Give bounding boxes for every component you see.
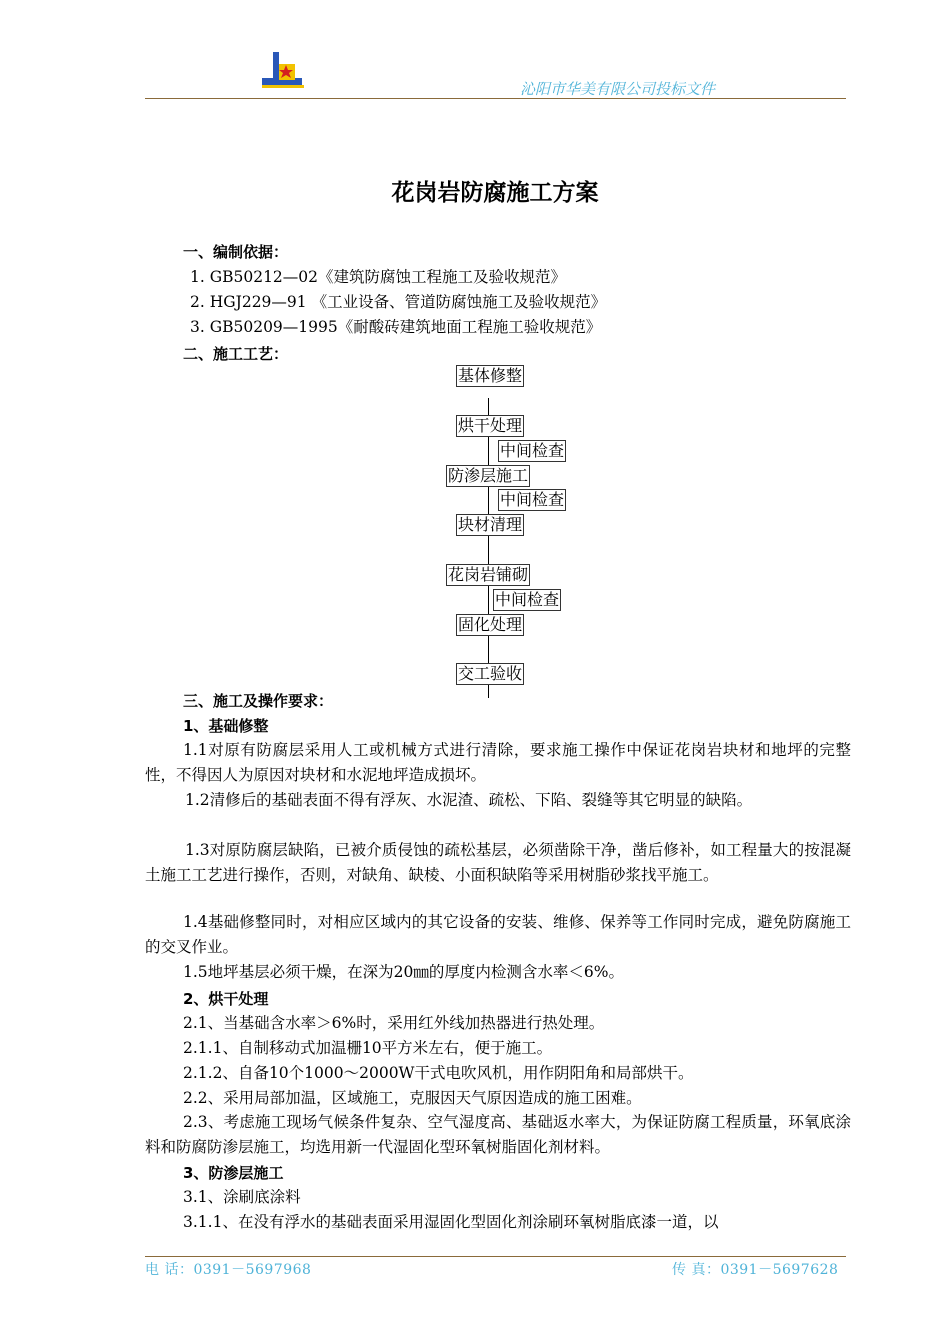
flow-step: 烘干处理 [458,416,523,435]
section3-heading: 三、施工及操作要求： [183,692,334,710]
subsection-heading: 1、基础修整 [183,717,269,735]
flow-step: 固化处理 [458,615,523,634]
flowchart-connector-line [488,398,489,698]
paragraph: 2.1.1、自制移动式加温栅10平方米左右，便于施工。 [183,1039,553,1057]
company-logo [260,48,306,90]
paragraph: 1.5地坪基层必须干燥，在深为20㎜的厚度内检测含水率＜6%。 [183,963,624,981]
section2-heading: 二、施工工艺： [183,345,289,363]
footer-phone: 电 话：0391－5697968 [145,1262,312,1278]
subsection-heading: 3、防渗层施工 [183,1164,284,1182]
flow-step: 花岗岩铺砌 [448,565,529,584]
paragraph: 1.1对原有防腐层采用人工或机械方式进行清除，要求施工操作中保证花岗岩块材和地坪的完整性，不得因人为原因对块材和水泥地坪造成损坏。 [145,741,851,784]
logo-blue-bar [273,52,279,82]
header-company-name: 沁阳市华美有限公司投标文件 [520,80,716,98]
paragraph: 2.3、考虑施工现场气候条件复杂、空气湿度高、基础返水率大，为保证防腐工程质量，环氧底涂料和防腐防渗层施工，均选用新一代湿固化型环氧树脂固化剂材料。 [145,1113,851,1156]
paragraph: 3.1、涂刷底涂料 [183,1188,301,1206]
paragraph: 1.3对原防腐层缺陷，已被介质侵蚀的疏松基层，必须凿除干净，凿后修补，如工程量大的按混凝土施工工艺进行操作，否则，对缺角、缺棱、小面积缺陷等采用树脂砂浆找平施工。 [145,841,851,884]
paragraph: 2.2、采用局部加温，区域施工，克服因天气原因造成的施工困难。 [183,1089,642,1107]
flow-step: 基体修整 [458,366,523,385]
document-title: 花岗岩防腐施工方案 [391,180,599,206]
section1-item: 1. GB50212—02《建筑防腐蚀工程施工及验收规范》 [190,268,567,286]
flow-step: 块材清理 [458,515,523,534]
flow-step: 交工验收 [458,664,523,683]
paragraph: 1.2清修后的基础表面不得有浮灰、水泥渣、疏松、下陷、裂缝等其它明显的缺陷。 [185,791,753,809]
section1-item: 3. GB50209—1995《耐酸砖建筑地面工程施工验收规范》 [190,318,602,336]
paragraph: 3.1.1、在没有浮水的基础表面采用湿固化型固化剂涂刷环氧树脂底漆一道，以 [183,1213,719,1231]
paragraph: 2.1、当基础含水率＞6%时，采用红外线加热器进行热处理。 [183,1014,605,1032]
footer-divider [145,1256,846,1257]
subsection-heading: 2、烘干处理 [183,990,269,1008]
paragraph: 1.4基础修整同时，对相应区域内的其它设备的安装、维修、保养等工作同时完成，避免防腐施工的交叉作业。 [145,913,851,956]
footer-fax: 传 真：0391－5697628 [672,1262,839,1278]
section1-heading: 一、编制依据： [183,243,289,261]
flow-check: 中间检查 [500,490,565,509]
logo-yellow-bar [262,85,304,88]
flow-check: 中间检查 [495,590,560,609]
header-divider [145,98,846,99]
flow-check: 中间检查 [500,441,565,460]
paragraph: 2.1.2、自备10个1000～2000W干式电吹风机，用作阴阳角和局部烘干。 [183,1064,694,1082]
flow-step: 防渗层施工 [448,466,529,485]
section1-item: 2. HGJ229—91 《工业设备、管道防腐蚀施工及验收规范》 [190,293,607,311]
